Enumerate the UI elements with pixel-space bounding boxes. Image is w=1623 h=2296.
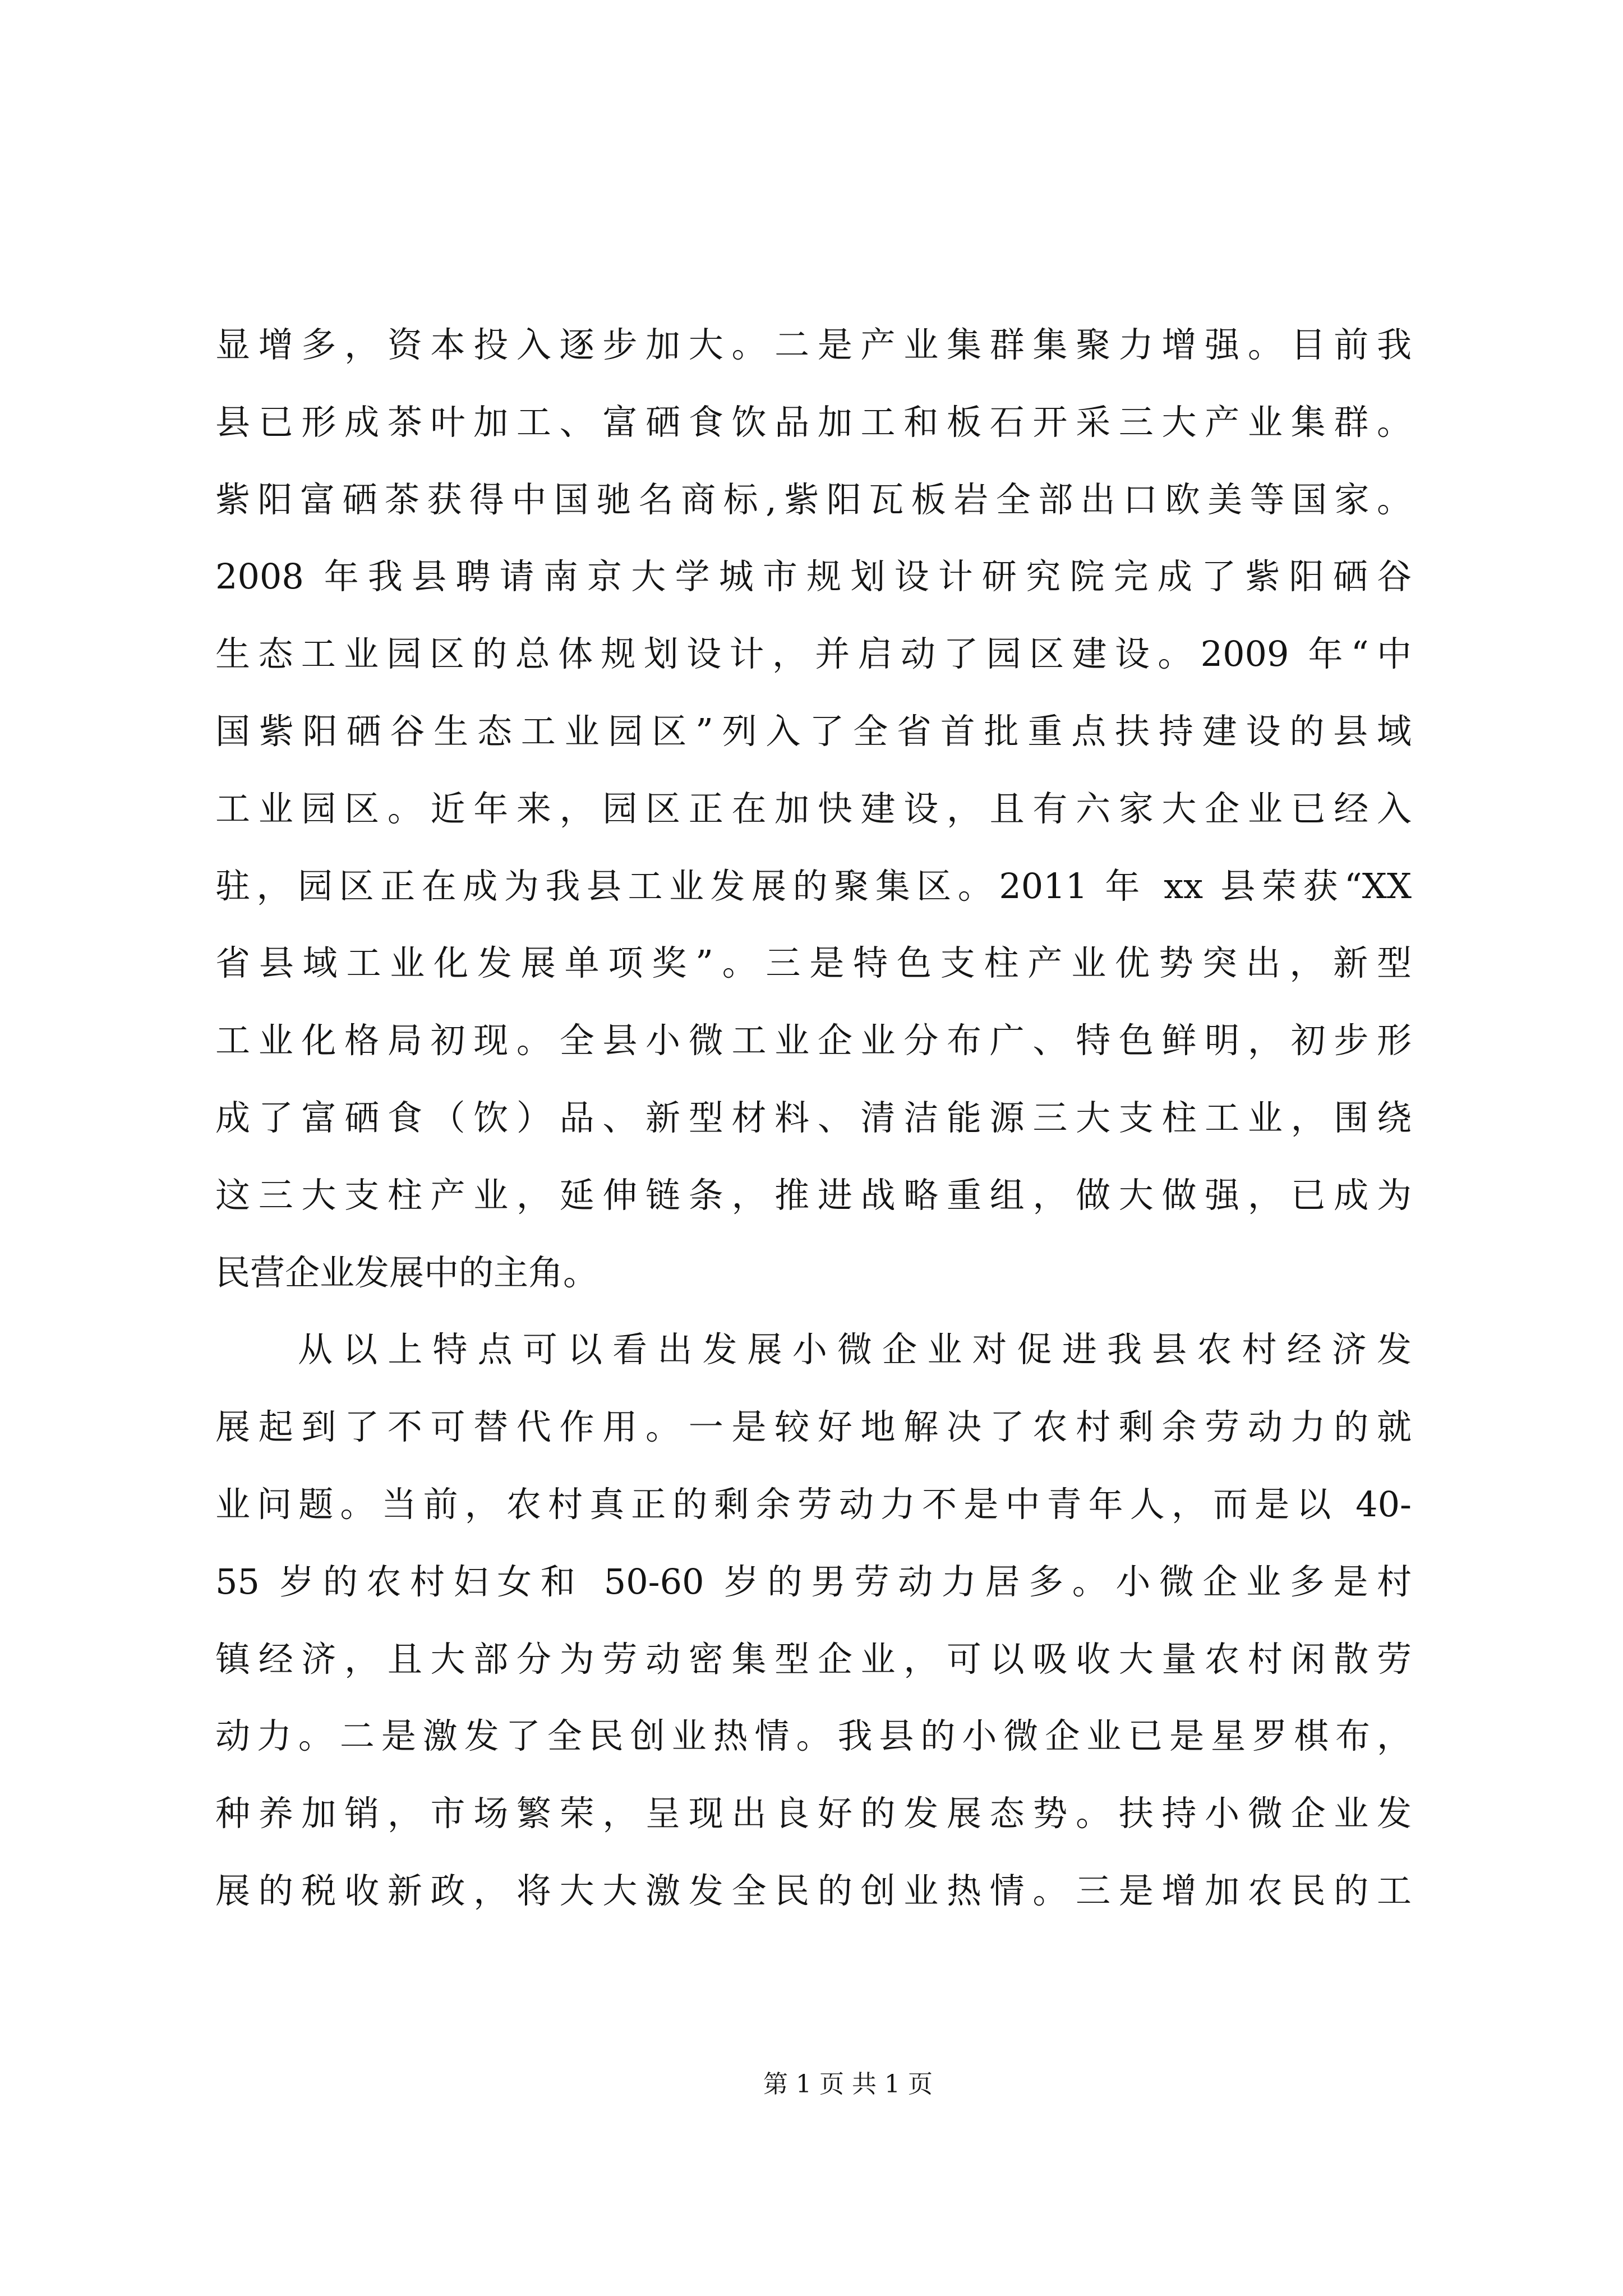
text-line: 工业化格局初现。全县小微工业企业分布广、特色鲜明，初步形 [215,1020,1412,1061]
text-line: 种养加销，市场繁荣，呈现出良好的发展态势。扶持小微企业发 [215,1793,1412,1834]
text-line: 省县域工业化发展单项奖”。三是特色支柱产业优势突出，新型 [215,942,1412,984]
text-line: 国紫阳硒谷生态工业园区”列入了全省首批重点扶持建设的县域 [215,710,1412,752]
text-line: 镇经济，且大部分为劳动密集型企业，可以吸收大量农村闲散劳 [215,1638,1412,1680]
paragraph [215,1311,1412,1929]
text-line: 紫阳富硒茶获得中国驰名商标,紫阳瓦板岩全部出口欧美等国家。 [215,478,1412,520]
text-line: 驻，园区正在成为我县工业发展的聚集区。2011 年 xx 县荣获“XX [215,865,1412,907]
text-line: 民营企业发展中的主角。 [215,1251,598,1293]
text-line: 县已形成茶叶加工、富硒食饮品加工和板石开采三大产业集群。 [215,401,1412,443]
text-line: 展起到了不可替代作用。一是较好地解决了农村剩余劳动力的就 [215,1406,1412,1448]
text-line: 成了富硒食（饮）品、新型材料、清洁能源三大支柱工业，围绕 [215,1097,1412,1138]
text-line: 生态工业园区的总体规划设计，并启动了园区建设。2009 年“中 [215,633,1412,675]
page-footer: 第 1 页 共 1 页 [763,2070,933,2099]
text-line: 2008 年我县聘请南京大学城市规划设计研究院完成了紫阳硒谷 [215,556,1412,597]
text-line: 工业园区。近年来，园区正在加快建设，且有六家大企业已经入 [215,788,1412,829]
paragraph [215,306,1412,1311]
text-line: 从以上特点可以看出发展小微企业对促进我县农村经济发 [298,1329,1412,1370]
text-line: 业问题。当前，农村真正的剩余劳动力不是中青年人，而是以 40- [215,1483,1412,1525]
text-line: 这三大支柱产业，延伸链条，推进战略重组，做大做强，已成为 [215,1174,1412,1216]
text-line: 动力。二是激发了全民创业热情。我县的小微企业已是星罗棋布， [215,1715,1412,1757]
text-line: 55 岁的农村妇女和 50-60 岁的男劳动力居多。小微企业多是村 [215,1561,1412,1602]
text-line: 显增多，资本投入逐步加大。二是产业集群集聚力增强。目前我 [215,324,1412,365]
document-body [215,306,1412,1930]
text-line: 展的税收新政，将大大激发全民的创业热情。三是增加农民的工 [215,1870,1412,1911]
